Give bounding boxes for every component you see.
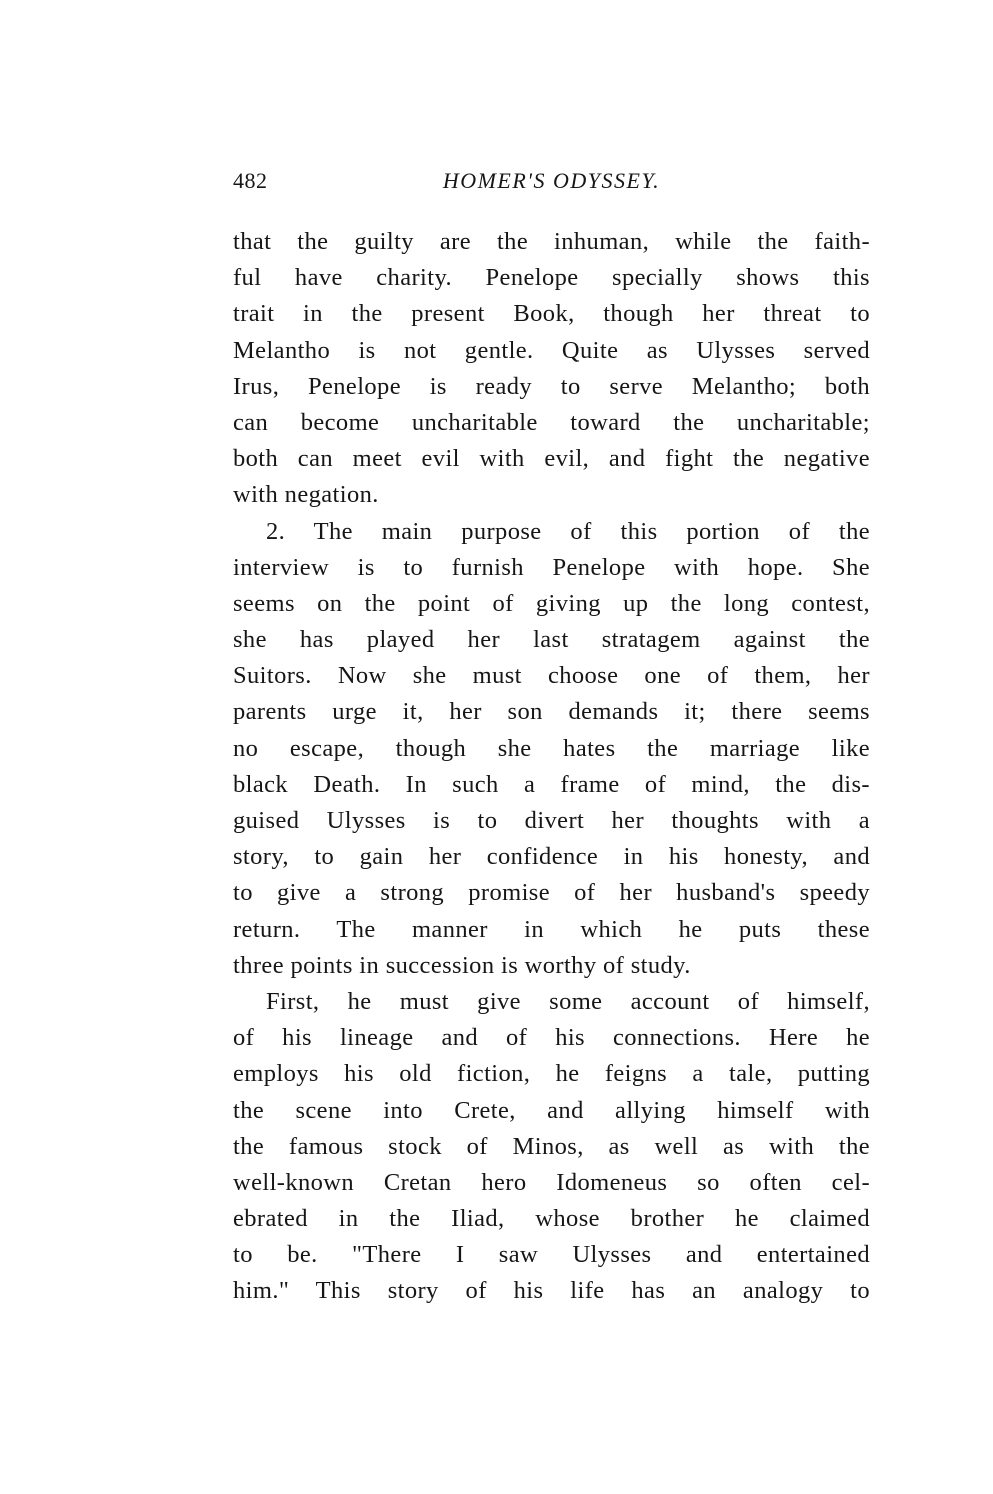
text-line: return. The manner in which he puts these bbox=[233, 915, 870, 943]
text-line: three points in succession is worthy of study. bbox=[233, 951, 691, 979]
text-line: story, to gain her confidence in his honesty, and bbox=[233, 843, 870, 871]
text-line: Irus, Penelope is ready to serve Melantho; both bbox=[233, 372, 870, 400]
text-line: she has played her last stratagem against the bbox=[233, 626, 870, 654]
text-line: to give a strong promise of her husband's speedy bbox=[233, 879, 870, 907]
text-line: First, he must give some account of himself, bbox=[266, 987, 870, 1015]
text-line: with negation. bbox=[233, 481, 379, 509]
text-line: interview is to furnish Penelope with hope. She bbox=[233, 553, 870, 581]
text-line: the scene into Crete, and allying himself with bbox=[233, 1096, 870, 1124]
text-line: that the guilty are the inhuman, while the faith- bbox=[233, 228, 870, 255]
running-head: HOMER'S ODYSSEY. bbox=[442, 168, 661, 193]
text-line: guised Ulysses is to divert her thoughts with a bbox=[233, 807, 870, 834]
text-line: to be. "There I saw Ulysses and entertained bbox=[233, 1241, 870, 1269]
paragraph bbox=[233, 984, 870, 1310]
text-line: seems on the point of giving up the long contest, bbox=[233, 589, 870, 617]
text-line: parents urge it, her son demands it; there seems bbox=[233, 698, 870, 726]
text-line: no escape, though she hates the marriage like bbox=[233, 734, 870, 762]
text-line: can become uncharitable toward the uncharitable; bbox=[233, 408, 870, 436]
text-line: Melantho is not gentle. Quite as Ulysses served bbox=[233, 336, 870, 364]
text-line: ful have charity. Penelope specially shows this bbox=[233, 264, 870, 292]
text-line: 2. The main purpose of this portion of the bbox=[266, 517, 870, 545]
page-number: 482 bbox=[233, 168, 268, 193]
page-header bbox=[233, 168, 870, 204]
text-line: Suitors. Now she must choose one of them, her bbox=[233, 662, 870, 690]
text-line: both can meet evil with evil, and fight the negative bbox=[233, 445, 870, 473]
text-line: well-known Cretan hero Idomeneus so often cel- bbox=[233, 1168, 870, 1196]
paragraph bbox=[233, 514, 870, 984]
text-line: black Death. In such a frame of mind, the dis- bbox=[233, 770, 870, 798]
body-text bbox=[233, 224, 870, 1310]
paragraph bbox=[233, 224, 870, 514]
text-line: employs his old fiction, he feigns a tale, putting bbox=[233, 1060, 870, 1088]
text-line: him." This story of his life has an analogy to bbox=[233, 1277, 870, 1305]
text-line: ebrated in the Iliad, whose brother he claimed bbox=[233, 1205, 870, 1233]
text-line: trait in the present Book, though her threat to bbox=[233, 300, 870, 328]
text-line: of his lineage and of his connections. Here he bbox=[233, 1024, 870, 1052]
text-line: the famous stock of Minos, as well as with the bbox=[233, 1132, 870, 1160]
